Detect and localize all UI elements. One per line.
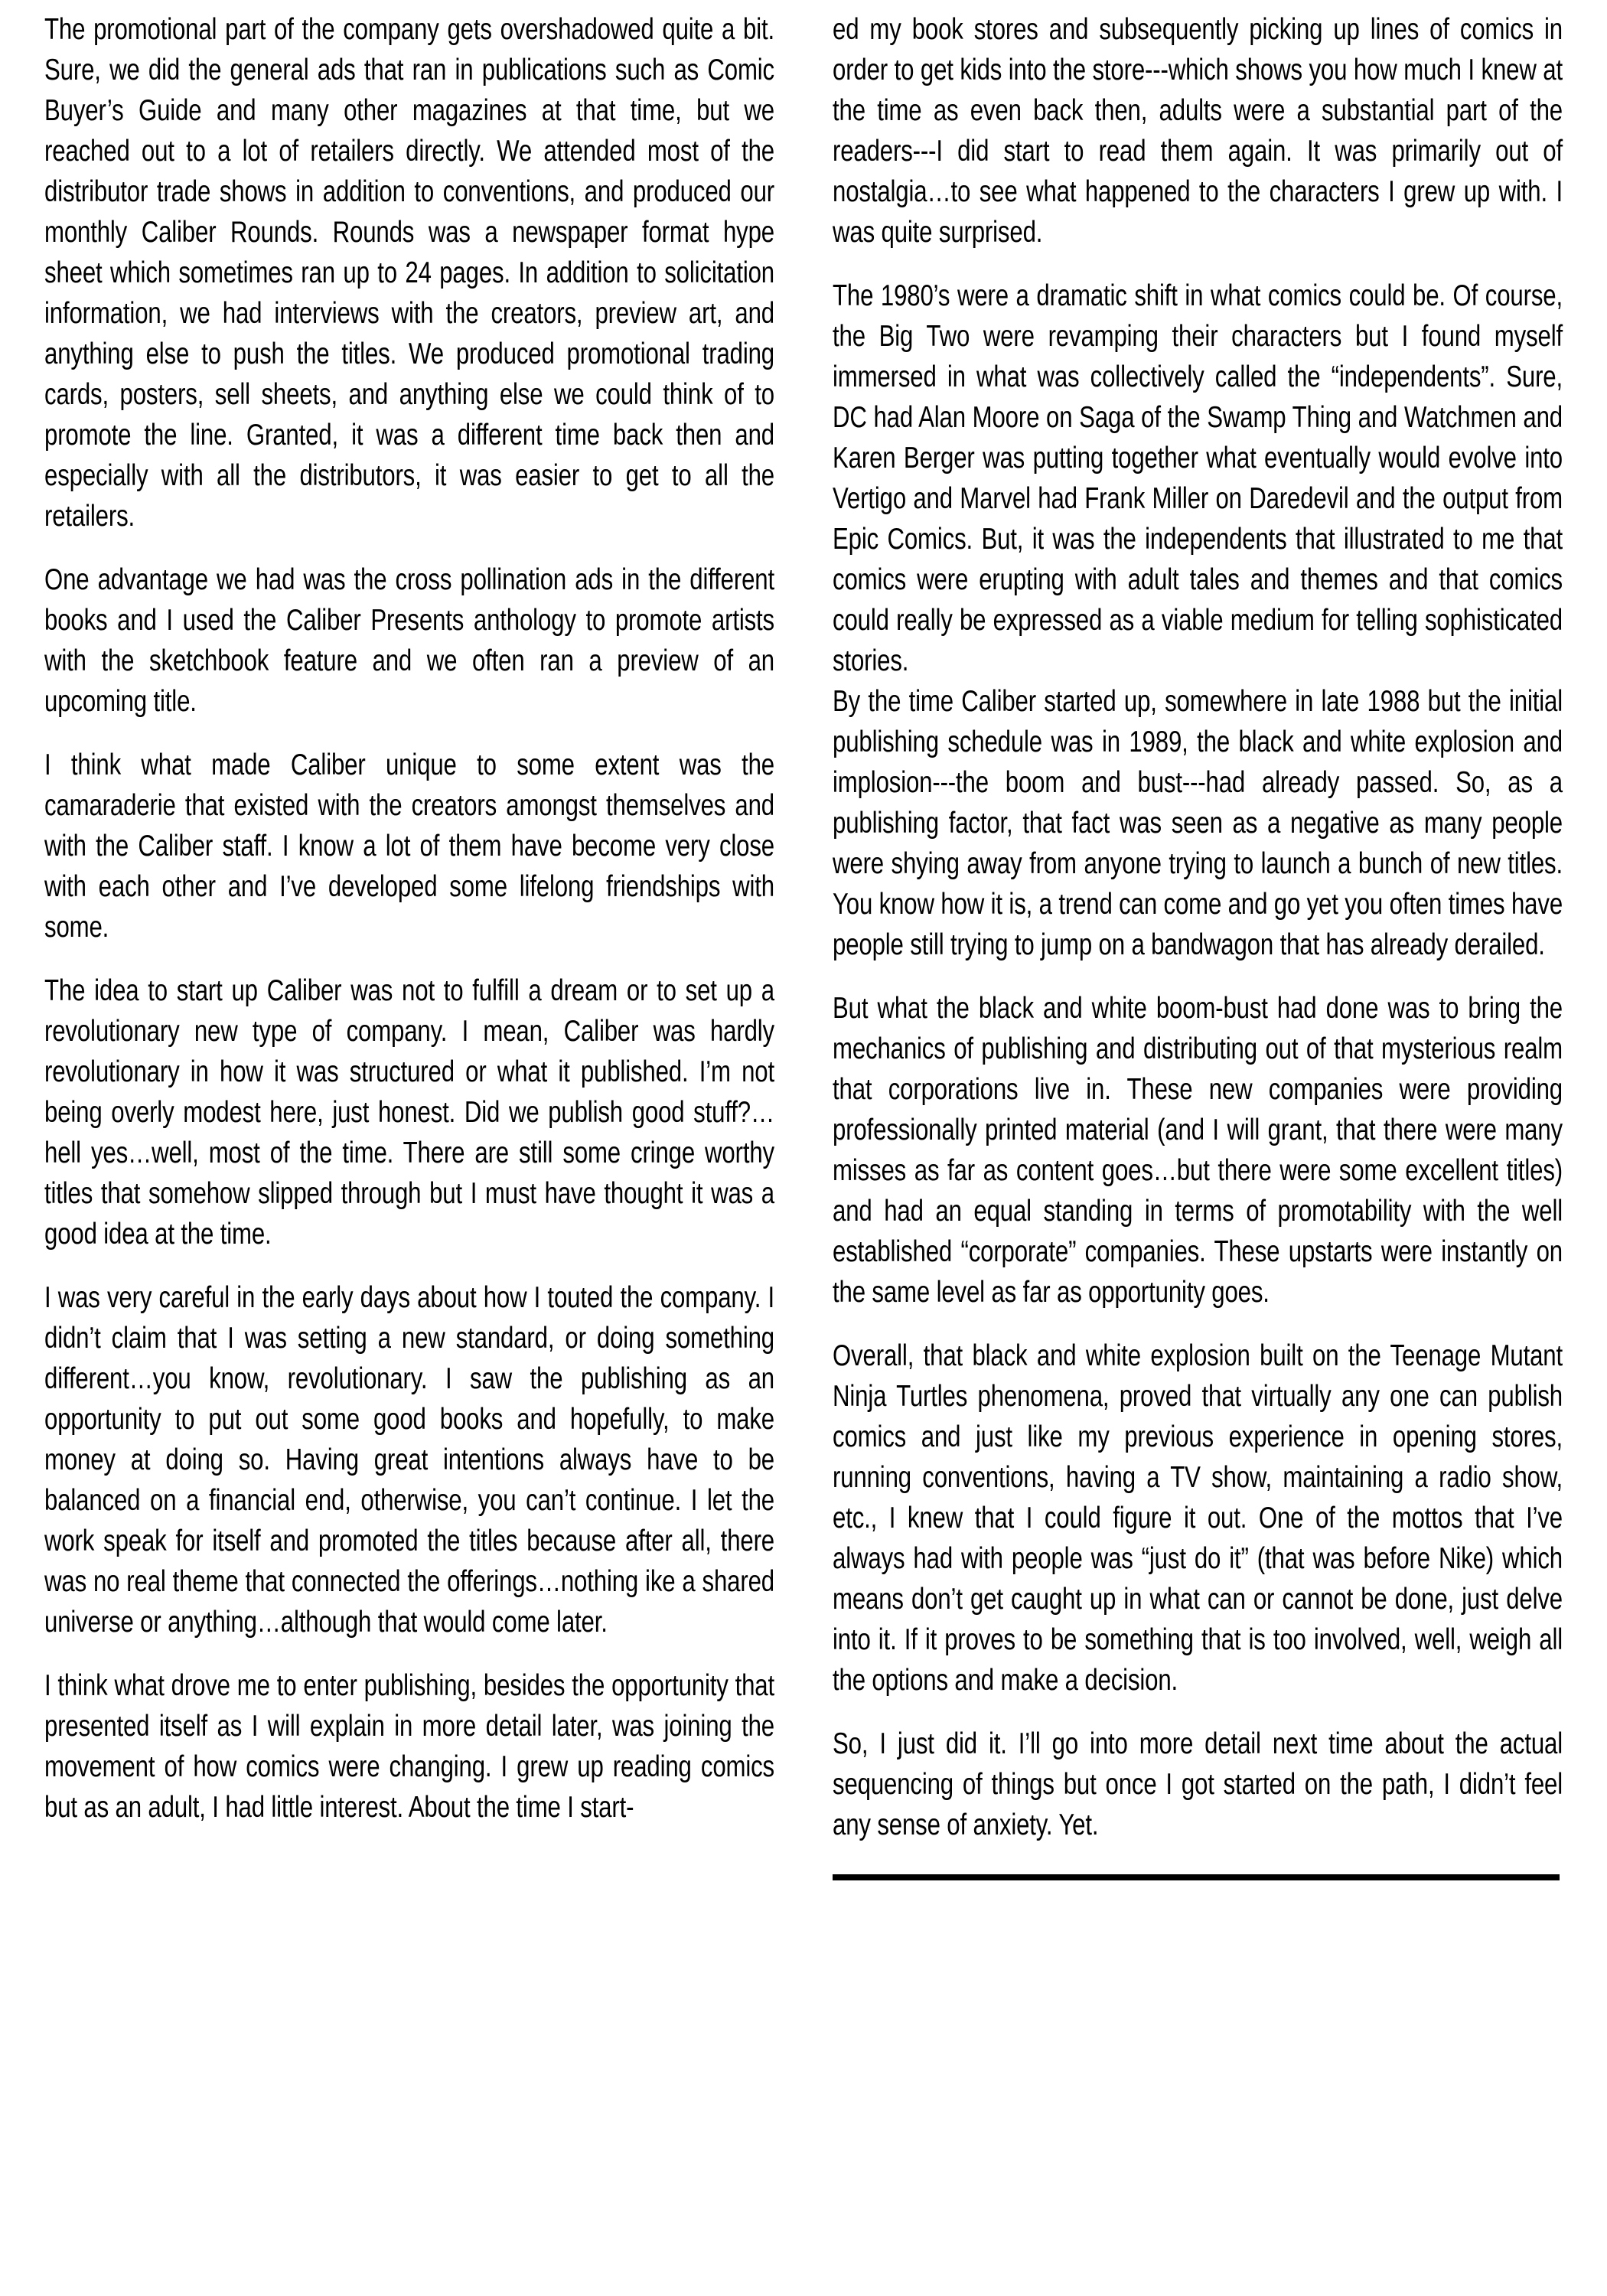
paragraph: Overall, that black and white explosion built on the Teenage Mutant Ninja Turtles phenomena, proved that virtually any one can publish comics and just like my previous experience in opening stores, running conventions, having a TV show, maintaining a radio show, etc., I knew that I could figure it out. One of the mottos that I’ve always had with people was “just do it” (that was before Nike) which means don’t get caught up in what can or cannot be done, just delve into it. If it proves to be something that is too involved, well, weigh all the options and make a decision.: [833, 1339, 1563, 1697]
paragraph: One advantage we had was the cross pollination ads in the different books and I used the Caliber Presents anthology to promote artists with the sketchbook feature and we often ran a preview of an upcoming title.: [44, 563, 774, 718]
right-column: [833, 9, 1563, 2290]
paragraph: The 1980’s were a dramatic shift in what comics could be. Of course, the Big Two were revamping their characters but I found myself immersed in what was collectively called the “independents”. Sure, DC had Alan Moore on Saga of the Swamp Thing and Watchmen and Karen Berger was putting together what eventually would evolve into Vertigo and Marvel had Frank Miller on Daredevil and the output from Epic Comics. But, it was the independents that illustrated to me that comics were erupting with adult tales and themes and that comics could really be expressed as a viable medium for telling sophisticated stories.: [833, 279, 1563, 677]
section-divider-wrap: [833, 1874, 1563, 1880]
section-divider: [833, 1874, 1560, 1880]
paragraph: So, I just did it. I’ll go into more detail next time about the actual sequencing of things but once I got started on the path, I didn’t feel any sense of anxiety. Yet.: [833, 1727, 1563, 1841]
paragraph: But what the black and white boom-bust had done was to bring the mechanics of publishing and distributing out of that mysterious realm that corporations live in. These new companies were providing professionally printed material (and I will grant, that there were many misses as far as content goes…but there were some excellent titles) and had an equal standing in terms of promotability with the well established “corporate” companies. These upstarts were instantly on the same level as far as opportunity goes.: [833, 992, 1563, 1309]
two-column-body: [44, 9, 1563, 2290]
paragraph: By the time Caliber started up, somewhere in late 1988 but the initial publishing schedule was in 1989, the black and white explosion and implosion---the boom and bust---had already passed. So, as a publishing factor, that fact was seen as a negative as many people were shying away from anyone trying to launch a bunch of new titles. You know how it is, a trend can come and go yet you often times have people still trying to jump on a bandwagon that has already derailed.: [833, 685, 1563, 961]
left-column: [44, 9, 774, 2290]
paragraph: The promotional part of the company gets overshadowed quite a bit. Sure, we did the general ads that ran in publications such as Comic Buyer’s Guide and many other magazines at that time, but we reached out to a lot of retailers directly. We attended most of the distributor trade shows in addition to conventions, and produced our monthly Caliber Rounds. Rounds was a newspaper format hype sheet which sometimes ran up to 24 pages. In addition to solicitation information, we had interviews with the creators, preview art, and anything else to push the titles. We produced promotional trading cards, posters, sell sheets, and anything else we could think of to promote the line. Granted, it was a different time back then and especially with all the distributors, it was easier to get to all the retailers.: [44, 13, 774, 533]
paragraph: I think what made Caliber unique to some extent was the camaraderie that existed with the creators amongst themselves and with the Caliber staff. I know a lot of them have become very close with each other and I’ve developed some lifelong friendships with some.: [44, 748, 774, 944]
paragraph: I was very careful in the early days about how I touted the company. I didn’t claim that I was setting a new standard, or doing something different…you know, revolutionary. I saw the publishing as an opportunity to put out some good books and hopefully, to make money at doing so. Having great intentions always have to be balanced on a financial end, otherwise, you can’t continue. I let the work speak for itself and promoted the titles because after all, there was no real theme that connected the offerings…nothing ike a shared universe or anything…although that would come later.: [44, 1281, 774, 1639]
paragraph: I think what drove me to enter publishing, besides the opportunity that presented itself as I will explain in more detail later, was joining the movement of how comics were changing. I grew up reading comics but as an adult, I had little interest. About the time I start-: [44, 1669, 774, 1824]
paragraph: ed my book stores and subsequently picking up lines of comics in order to get kids into the store---which shows you how much I knew at the time as even back then, adults were a substantial part of the readers---I did start to read them again. It was primarily out of nostalgia…to see what happened to the characters I grew up with. I was quite surprised.: [833, 13, 1563, 249]
paragraph: The idea to start up Caliber was not to fulfill a dream or to set up a revolutionary new type of company. I mean, Caliber was hardly revolutionary in how it was structured or what it published. I’m not being overly modest here, just honest. Did we publish good stuff?…hell yes…well, most of the time. There are still some cringe worthy titles that somehow slipped through but I must have thought it was a good idea at the time.: [44, 974, 774, 1251]
